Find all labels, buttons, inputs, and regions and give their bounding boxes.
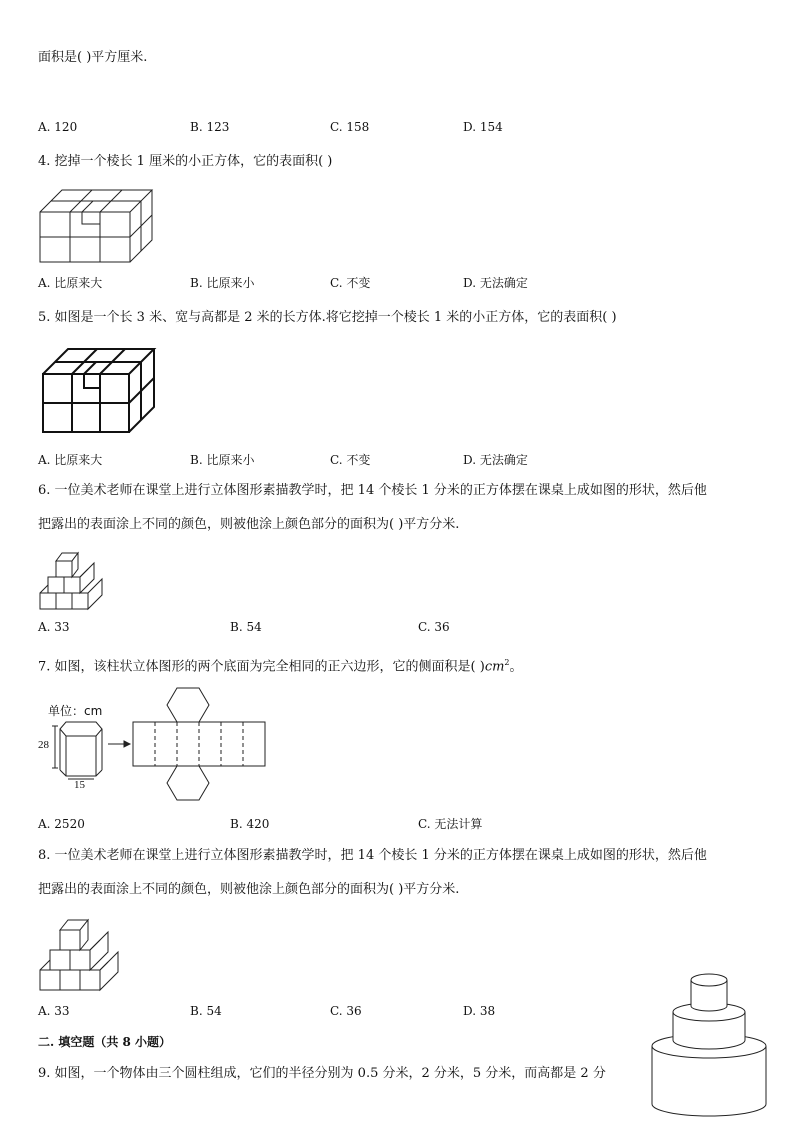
q8-option-c: C. 36 — [330, 1004, 362, 1018]
q5-stem: 5. 如图是一个长 3 米、宽与高都是 2 米的长方体.将它挖掉一个棱长 1 米的小正方体，它的表面积( ) — [38, 310, 617, 325]
q3-stem-tail: 面积是( )平方厘米. — [38, 50, 148, 65]
q8-cube-stack-figure — [38, 914, 126, 992]
q8-option-d: D. 38 — [463, 1004, 496, 1018]
q6-option-b: B. 54 — [230, 620, 262, 634]
q4-option-b: B. 比原来小 — [190, 276, 255, 290]
q5-option-d: D. 无法确定 — [463, 453, 528, 467]
q7-stem-unit-power: 2 — [504, 658, 510, 667]
q7-width-label: 15 — [74, 779, 85, 791]
q9-stem: 9. 如图，一个物体由三个圆柱组成，它们的半径分别为 0.5 分米，2 分米，5 分米，而高都是 2 分 — [38, 1066, 606, 1081]
q3-option-d: D. 154 — [463, 120, 503, 134]
q6-option-c: C. 36 — [418, 620, 450, 634]
q3-option-a: A. 120 — [38, 120, 78, 134]
q4-option-a: A. 比原来大 — [38, 276, 103, 290]
q4-cuboid-figure — [38, 186, 154, 266]
q4-option-d: D. 无法确定 — [463, 276, 528, 290]
q4-stem: 4. 挖掉一个棱长 1 厘米的小正方体，它的表面积( ) — [38, 154, 333, 169]
q5-cuboid-figure — [40, 346, 158, 436]
q7-prism-figure — [38, 686, 270, 806]
q7-stem-main: 7. 如图，该柱状立体图形的两个底面为完全相同的正六边形，它的侧面积是( ) — [38, 659, 485, 675]
q8-option-a: A. 33 — [38, 1004, 70, 1018]
q6-stem-line2: 把露出的表面涂上不同的颜色，则被他涂上颜色部分的面积为( )平方分米. — [38, 517, 460, 532]
q7-stem-unit: cm — [484, 659, 505, 675]
q5-option-c: C. 不变 — [330, 453, 371, 467]
q4-option-c: C. 不变 — [330, 276, 371, 290]
q5-option-a: A. 比原来大 — [38, 453, 103, 467]
q7-option-b: B. 420 — [230, 817, 270, 831]
q8-stem-line1: 8. 一位美术老师在课堂上进行立体图形素描教学时，把 14 个棱长 1 分米的正方体摆在课桌上成如图的形状，然后他 — [38, 848, 707, 863]
q6-cube-stack-figure — [38, 549, 108, 611]
q3-option-b: B. 123 — [190, 120, 230, 134]
q7-option-a: A. 2520 — [38, 817, 85, 831]
q7-height-label: 28 — [38, 739, 49, 751]
q8-option-b: B. 54 — [190, 1004, 222, 1018]
q6-stem-line1: 6. 一位美术老师在课堂上进行立体图形素描教学时，把 14 个棱长 1 分米的正方体摆在课桌上成如图的形状，然后他 — [38, 483, 707, 498]
q6-option-a: A. 33 — [38, 620, 70, 634]
q7-unit-label: 单位：cm — [48, 704, 103, 718]
q8-stem-line2: 把露出的表面涂上不同的颜色，则被他涂上颜色部分的面积为( )平方分米. — [38, 882, 460, 897]
q7-stem — [38, 655, 523, 675]
section2-heading: 二. 填空题（共 8 小题） — [38, 1035, 172, 1049]
q9-stacked-cylinders-figure — [648, 968, 772, 1120]
q7-option-c: C. 无法计算 — [418, 817, 483, 831]
q3-option-c: C. 158 — [330, 120, 370, 134]
q5-option-b: B. 比原来小 — [190, 453, 255, 467]
q7-stem-end: 。 — [509, 659, 523, 675]
